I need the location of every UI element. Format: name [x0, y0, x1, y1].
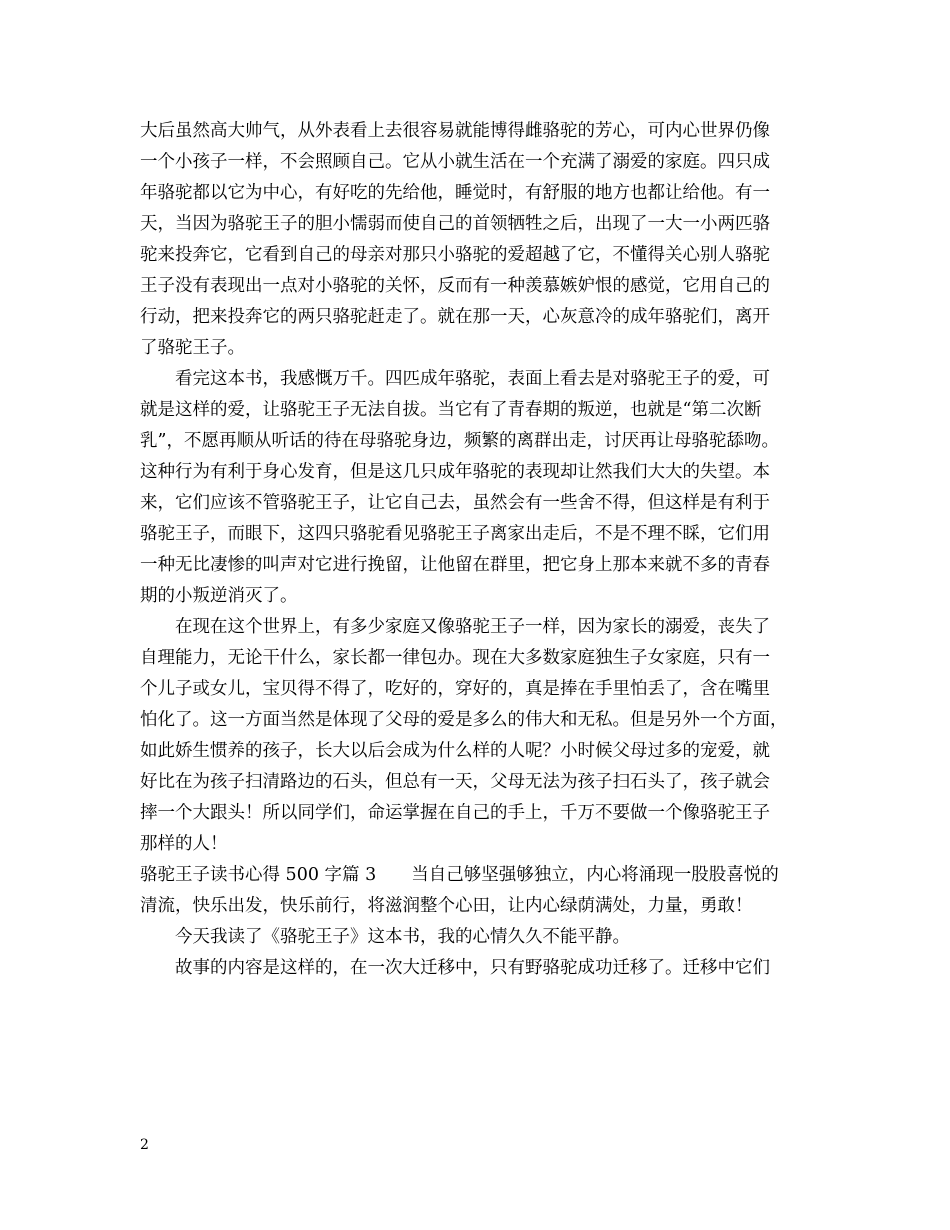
- text-line: 好比在为孩子扫清路边的石头，但总有一天，父母无法为孩子扫石头了，孩子就会: [140, 772, 770, 792]
- body-text: [140, 116, 820, 984]
- text-line: 骆驼王子，而眼下，这四只骆驼看见骆驼王子离家出走后，不是不理不睬，它们用: [140, 524, 770, 544]
- text-line: 这种行为有利于身心发育，但是这几只成年骆驼的表现却让然我们大大的失望。本: [140, 462, 770, 482]
- text-line: 天，当因为骆驼王子的胆小懦弱而使自己的首领牺牲之后，出现了一大一小两匹骆: [140, 214, 770, 234]
- text-line: 个儿子或女儿，宝贝得不得了，吃好的，穿好的，真是捧在手里怕丢了，含在嘴里: [140, 679, 770, 699]
- text-line: 王子没有表现出一点对小骆驼的关怀，反而有一种羡慕嫉妒恨的感觉，它用自己的: [140, 276, 770, 296]
- text-line: 驼来投奔它，它看到自己的母亲对那只小骆驼的爱超越了它，不懂得关心别人骆驼: [140, 245, 770, 265]
- text-line: 期的小叛逆消灭了。: [140, 586, 298, 606]
- text-line: 大后虽然高大帅气，从外表看上去很容易就能博得雌骆驼的芳心，可内心世界仍像: [140, 121, 770, 141]
- section-heading-line: 骆驼王子读书心得 500 字篇 3 当自己够坚强够独立，内心将涌现一股股喜悦的: [140, 865, 779, 885]
- text-line: 一种无比凄惨的叫声对它进行挽留，让他留在群里，把它身上那本来就不多的青春: [140, 555, 770, 575]
- text-line: 故事的内容是这样的，在一次大迁移中，只有野骆驼成功迁移了。迁移中它们: [140, 958, 770, 978]
- text-line: 今天我读了《骆驼王子》这本书，我的心情久久不能平静。: [140, 927, 630, 947]
- text-line: 乳”，不愿再顺从听话的待在母骆驼身边，频繁的离群出走，讨厌再让母骆驼舔吻。: [140, 431, 779, 451]
- text-line: 怕化了。这一方面当然是体现了父母的爱是多么的伟大和无私。但是另外一个方面，: [140, 710, 788, 730]
- text-line: 行动，把来投奔它的两只骆驼赶走了。就在那一天，心灰意冷的成年骆驼们，离开: [140, 307, 770, 327]
- text-line: 就是这样的爱，让骆驼王子无法自拔。当它有了青春期的叛逆，也就是“第二次断: [140, 400, 762, 420]
- text-line: 在现在这个世界上，有多少家庭又像骆驼王子一样，因为家长的溺爱，丧失了: [140, 617, 770, 637]
- text-line: 年骆驼都以它为中心，有好吃的先给他，睡觉时，有舒服的地方也都让给他。有一: [140, 183, 770, 203]
- text-line: 如此娇生惯养的孩子，长大以后会成为什么样的人呢？小时候父母过多的宠爱，就: [140, 741, 770, 761]
- text-line: 摔一个大跟头！所以同学们，命运掌握在自己的手上，千万不要做一个像骆驼王子: [140, 803, 770, 823]
- text-line: 自理能力，无论干什么，家长都一律包办。现在大多数家庭独生子女家庭，只有一: [140, 648, 770, 668]
- text-line: 一个小孩子一样，不会照顾自己。它从小就生活在一个充满了溺爱的家庭。四只成: [140, 152, 770, 172]
- page-number: 2: [140, 1137, 149, 1153]
- text-line: 了骆驼王子。: [140, 338, 245, 358]
- text-line: 来，它们应该不管骆驼王子，让它自己去，虽然会有一些舍不得，但这样是有利于: [140, 493, 770, 513]
- text-line: 看完这本书，我感慨万千。四匹成年骆驼，表面上看去是对骆驼王子的爱，可: [140, 369, 770, 389]
- text-line: 清流，快乐出发，快乐前行，将滋润整个心田，让内心绿荫满处，力量，勇敢！: [140, 896, 753, 916]
- text-line: 那样的人！: [140, 834, 228, 854]
